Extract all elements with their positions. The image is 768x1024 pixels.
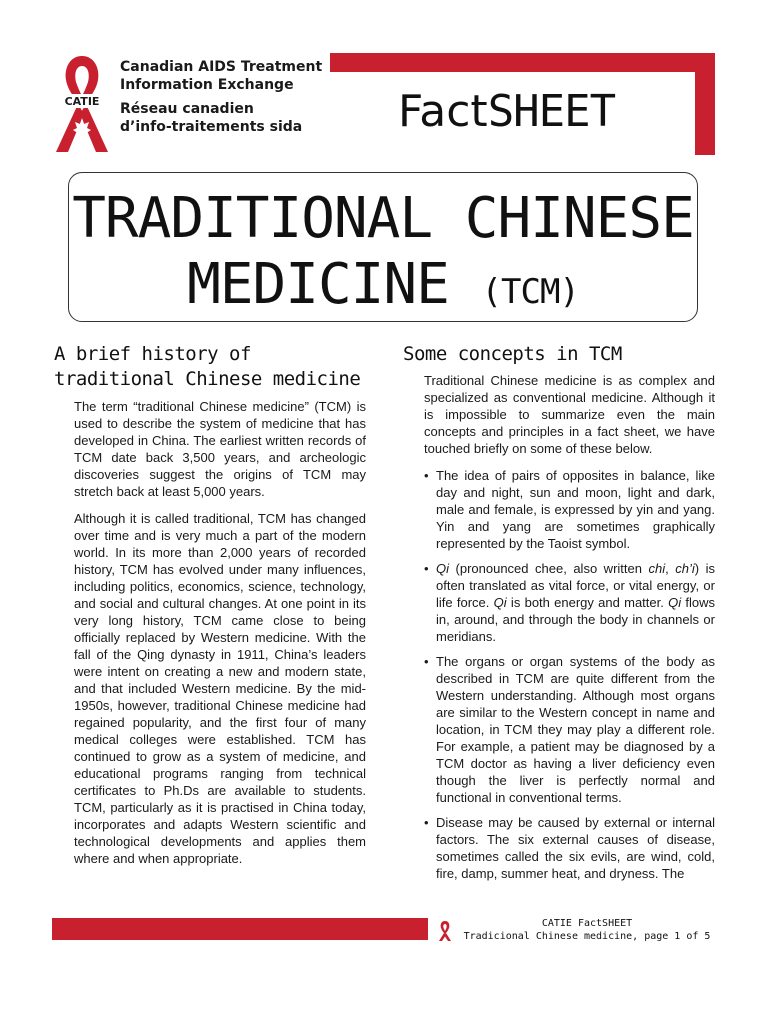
qi-sep: , bbox=[665, 561, 676, 576]
left-heading-line-2: traditional Chinese medicine bbox=[54, 368, 361, 390]
chi-term-2: ch’i bbox=[675, 561, 695, 576]
title-medicine: MEDICINE bbox=[187, 252, 449, 317]
concept-disease-causes: • Disease may be caused by external or internal factors. The six external causes of disease, sometimes called the six evils, are wind, cold, fire, damp, summer heat, and dryness. The bbox=[424, 814, 715, 882]
footer-red-bar bbox=[52, 918, 428, 940]
qi-text-c: is both energy and matter. bbox=[506, 595, 669, 610]
footer-line-1: CATIE FactSHEET bbox=[541, 918, 633, 929]
concepts-intro: Traditional Chinese medicine is as complex and specialized as conventional medicine. Although it is impossible to summarize even the main concepts and principles in a fact sheet, we have touched briefly on some of these below. bbox=[424, 373, 715, 456]
org-name-en-1: Canadian AIDS Treatment bbox=[120, 59, 323, 75]
factsheet-sheet: SHEET bbox=[487, 86, 616, 137]
catie-ribbon-logo bbox=[52, 52, 112, 156]
left-column bbox=[74, 398, 366, 877]
header-red-bar bbox=[330, 53, 715, 72]
qi-term-3: Qi bbox=[668, 595, 682, 610]
qi-text-d: flows in, around, and through the body in channels or meridians. bbox=[436, 595, 716, 644]
footer-text bbox=[462, 917, 712, 943]
title-box bbox=[68, 172, 698, 322]
footer-ribbon-icon bbox=[438, 920, 452, 942]
concepts-list bbox=[424, 467, 715, 882]
footer-line-2: Tradicional Chinese medicine, page 1 of 5 bbox=[463, 931, 711, 942]
qi-term: Qi bbox=[436, 561, 449, 576]
concept-organs: • The organs or organ systems of the body as described in TCM are quite different from the Western understanding. Although most organs are similar to the Western concept in name and location, in TCM they may play a different role. For example, a patient may be diagnosed by a TCM doctor as having a liver deficiency even though the liver is perfectly normal and functional in conventional terms. bbox=[424, 653, 715, 806]
concept-qi bbox=[424, 560, 715, 645]
right-column bbox=[424, 372, 715, 890]
title-line-2 bbox=[69, 253, 697, 324]
qi-text-b: ) is often translated as vital force, or vital energy, or life force. bbox=[436, 561, 715, 610]
right-heading: Some concepts in TCM bbox=[403, 343, 622, 365]
chi-term: chi bbox=[648, 561, 666, 576]
factsheet-fact: Fact bbox=[398, 86, 488, 137]
qi-term-2: Qi bbox=[493, 595, 507, 610]
history-paragraph-2: Although it is called traditional, TCM has changed over time and is very much a part of the modern world. In its more than 2,000 years of recorded history, TCM has evolved under many influences, including politics, economics, science, technology, and social and cultural changes. At one point in its very long history, TCM came close to being officially replaced by Western medicine. With the fall of the Qing dynasty in 1911, China’s leaders were intent on creating a new and modern state, and that included Western medicine. By the mid-1950s, however, traditional Chinese medicine had regained popularity, and the first four of many medical colleges were established. TCM has continued to grow as a system of medicine, and educational programs ranging from technical certificates to Ph.Ds are available to students. TCM, particularly as it is practised in China today, incorporates and adapts Western scientific and technological developments and applies them where and when appropriate. bbox=[74, 511, 366, 866]
org-name-fr-1: Réseau canadien bbox=[120, 101, 254, 117]
history-paragraph-1: The term “traditional Chinese medicine” (TCM) is used to describe the system of medicine that has developed in China. The earliest written records of TCM date back 3,500 years, and archeologic discoveries suggest the origins of TCM may stretch back at least 5,000 years. bbox=[74, 399, 366, 499]
title-abbreviation: (TCM) bbox=[481, 272, 579, 312]
logo-text: CATIE bbox=[64, 95, 100, 108]
factsheet-wordmark bbox=[398, 84, 615, 140]
concept-yin-yang: • The idea of pairs of opposites in balance, like day and night, sun and moon, light and dark, male and female, is expressed by yin and yang. Yin and yang are sometimes graphically represented by the Taoist symbol. bbox=[424, 467, 715, 552]
org-name-fr-2: d’info-traitements sida bbox=[120, 119, 303, 135]
org-name-en-2: Information Exchange bbox=[120, 77, 294, 93]
left-heading bbox=[54, 342, 360, 392]
left-heading-line-1: A brief history of bbox=[54, 343, 251, 365]
qi-text-a: (pronounced chee, also written bbox=[449, 561, 649, 576]
title-line-1: TRADITIONAL CHINESE bbox=[72, 186, 694, 251]
header-red-side-bar bbox=[695, 53, 715, 155]
organization-name bbox=[120, 58, 322, 136]
